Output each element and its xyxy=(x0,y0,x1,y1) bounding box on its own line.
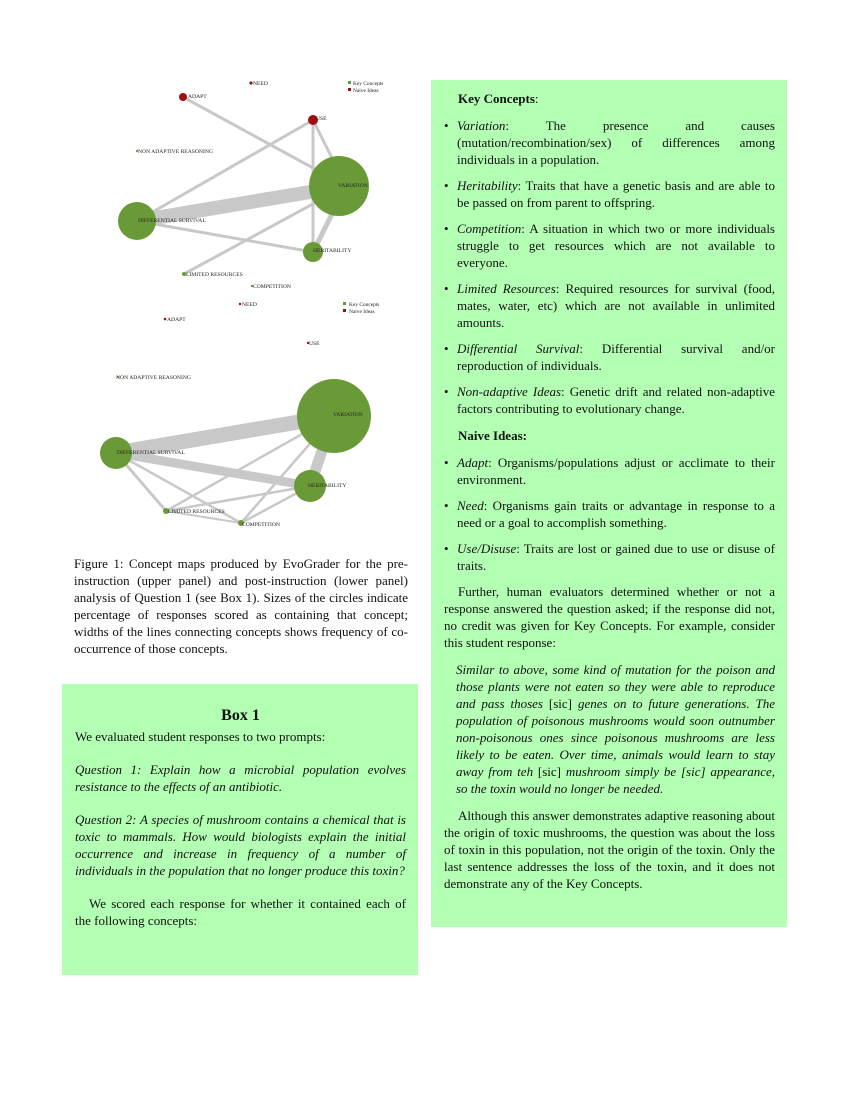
list-item-limited-resources: • Limited Resources: Required resources for survival (food, mates, water, etc) which are not available in unlimited amounts. xyxy=(444,280,775,331)
label-non-adaptive: NON ADAPTIVE REASONING xyxy=(116,375,191,381)
naive-ideas-heading: Naive Ideas: xyxy=(458,428,527,443)
node-adapt xyxy=(179,93,187,101)
upper-map-svg xyxy=(62,76,412,290)
label-limited-resources: LIMITED RESOURCES xyxy=(168,509,225,515)
label-differential-survival: DIFFERENTIAL SURVIVAL xyxy=(117,450,185,456)
legend-naive-swatch xyxy=(343,309,346,312)
label-variation: VARIATION xyxy=(333,412,363,418)
key-concepts-list xyxy=(444,117,775,417)
list-item-differential-survival: • Differential Survival: Differential survival and/or reproduction of individuals. xyxy=(444,340,775,374)
legend-key-swatch xyxy=(343,302,346,305)
list-item-adapt: • Adapt: Organisms/populations adjust or acclimate to their environment. xyxy=(444,454,775,488)
concepts-panel xyxy=(431,80,787,927)
node-need xyxy=(239,303,241,305)
legend-key-label: Key Concepts xyxy=(349,302,380,308)
list-item-non-adaptive: • Non-adaptive Ideas: Genetic drift and related non-adaptive factors contributing to evolutionary change. xyxy=(444,383,775,417)
paragraph-evaluators: Further, human evaluators determined whether or not a response answered the question asked; if the response did not, no credit was given for Key Concepts. For example, consider this student response: xyxy=(444,584,775,650)
key-concepts-heading: Key Concepts: xyxy=(458,91,539,106)
label-use: USE xyxy=(316,116,327,122)
list-item-use-disuse: • Use/Disuse: Traits are lost or gained due to use or disuse of traits. xyxy=(444,540,775,574)
figure-caption: Figure 1: Concept maps produced by EvoGrader for the pre-instruction (upper panel) and post-instruction (lower panel) analysis of Question 1 (see Box 1). Sizes of the circles indicate percentage of responses scored as containing that concept; widths of the lines connecting concepts shows frequency of co-occurrence of those concepts. xyxy=(74,556,408,656)
label-competition: COMPETITION xyxy=(242,522,280,528)
label-limited-resources: LIMITED RESOURCES xyxy=(186,272,243,278)
list-item-variation: • Variation: The presence and causes (mutation/recombination/sex) of differences among individuals in a population. xyxy=(444,117,775,168)
label-competition: COMPETITION xyxy=(253,284,291,290)
box1-scored-text: We scored each response for whether it contained each of the following concepts: xyxy=(75,896,406,928)
box1-question-1: Question 1: Explain how a microbial population evolves resistance to the effects of an antibiotic. xyxy=(75,762,406,794)
label-adapt: ADAPT xyxy=(188,94,207,100)
legend-naive-label: Naive Ideas xyxy=(353,88,379,94)
box1-question-2: Question 2: A species of mushroom contains a chemical that is toxic to mammals. How would biologists explain the initial occurrence and increase in frequency of a number of individuals in the population that no longer produce this toxin? xyxy=(75,812,406,878)
student-response-quote: Similar to above, some kind of mutation for the poison and those plants were not eaten so they were able to reproduce and pass thoses [sic] genes on to future generations. The population of poisonous mushrooms would soon outnumber non-poisonous ones since poisonous mushrooms are less likely to be eaten. Over time, animals would learn to stay away from teh [sic] mushroom simply be [sic] appearance, so the toxin would no longer be needed. xyxy=(456,662,775,796)
box1-title: Box 1 xyxy=(221,707,260,724)
label-heritability: HERITABILITY xyxy=(308,483,347,489)
list-item-heritability: • Heritability: Traits that have a genetic basis and are able to be passed on from parent to offspring. xyxy=(444,177,775,211)
legend-naive-label: Naive Ideas xyxy=(349,309,375,315)
label-differential-survival: DIFFERENTIAL SURVIVAL xyxy=(138,218,206,224)
label-variation: VARIATION xyxy=(338,183,368,189)
lower-concept-map xyxy=(62,298,412,530)
list-item-need: • Need: Organisms gain traits or advantage in response to a need or a goal to accomplish something. xyxy=(444,497,775,531)
edge-diffsurv-heritability xyxy=(137,221,313,252)
box1-intro: We evaluated student responses to two prompts: xyxy=(75,729,326,744)
lower-map-svg xyxy=(62,298,412,530)
legend-key-swatch xyxy=(348,81,351,84)
legend-naive-swatch xyxy=(348,88,351,91)
naive-ideas-list xyxy=(444,454,775,574)
node-adapt xyxy=(164,318,167,321)
label-heritability: HERITABILITY xyxy=(313,248,352,254)
label-adapt: ADAPT xyxy=(167,317,186,323)
upper-concept-map xyxy=(62,76,412,290)
label-non-adaptive: NON ADAPTIVE REASONING xyxy=(138,149,213,155)
label-need: NEED xyxy=(253,81,268,87)
list-item-competition: • Competition: A situation in which two or more individuals struggle to get resources which are not available to everyone. xyxy=(444,220,775,271)
label-need: NEED xyxy=(242,302,257,308)
paragraph-analysis: Although this answer demonstrates adaptive reasoning about the origin of toxic mushrooms, the question was about the loss of toxin in this population, not the origin of the toxin. Only the last sentence addresses the loss of the toxin, and it does not demonstrate any of the Key Concepts. xyxy=(444,808,775,891)
legend-key-label: Key Concepts xyxy=(353,81,384,87)
box1 xyxy=(62,684,418,975)
label-use: USE xyxy=(309,341,320,347)
